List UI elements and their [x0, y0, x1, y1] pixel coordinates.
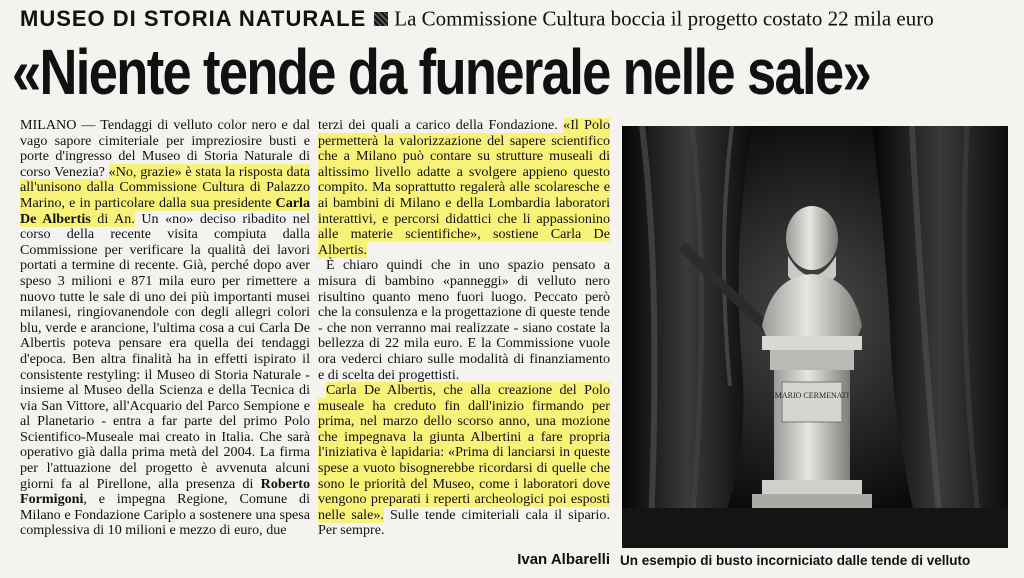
person-name: Roberto Formigoni [20, 475, 310, 508]
highlighted-quote: «Il Polo permetterà la valorizzazione del sapere scientifico che a Milano può contare su strutture museali di altissimo livello adatte a svolgere appieno questo compito. Ma soprattutto regalerà alle scolaresche e ai bambini di Milano e della Lombardia laboratori interattivi, e percorsi didattici che li appassionino alle materie scientifiche», sostiene Carla De Albertis. [318, 118, 610, 258]
text-run: , e impegna Regione, Comune di Milano e Fondazione Cariplo a sostenere una spesa complessiva di 10 milioni e mezzo di euro, due [20, 491, 310, 539]
photo-caption: Un esempio di busto incorniciato dalle tende di velluto [620, 553, 971, 568]
column-2-paragraph-1 [318, 118, 610, 258]
highlighted-quote: Carla De Albertis, che alla creazione del Polo museale ha creduto fin dall'inizio firmando per prima, nel marzo dello scorso anno, una mozione che impegnava la giunta Albertini a fare propria l'iniziativa è lapidaria: «Prima di lanciarsi in queste spese a vuoto bisognerebbe ricordarsi di quelle che sono le priorità del Museo, come i laboratori dove vengono preparati i reperti archeologici poi esposti nelle sale». [318, 382, 610, 523]
highlighted-quote-end: di An. [90, 210, 135, 227]
person-name: Carla De Albertis [20, 194, 310, 227]
column-1-paragraph [20, 118, 310, 539]
section-label: MUSEO DI STORIA NATURALE [20, 6, 367, 31]
kicker [20, 6, 1020, 36]
byline: Ivan Albarelli [517, 551, 610, 568]
article-column-1 [20, 118, 310, 572]
article-column-2 [318, 118, 610, 558]
highlighted-quote: «No, grazie» è stata la risposta data all'unisono dalla Commissione Cultura di Palazzo Marino, e in particolare dalla sua presidente [20, 163, 310, 211]
bust-photo [622, 126, 1008, 548]
text-run: Sulle tende cimiteriali cala il sipario. Per sempre. [318, 506, 610, 539]
separator-square-icon [374, 12, 388, 26]
column-2-paragraph-2: È chiaro quindi che in uno spazio pensato a misura di bambino «panneggi» di velluto nero risultino quanto meno fuori luogo. Peccato però che la consulenza e la progettazione di queste tende - che non verranno mai realizzate - siano costate la bellezza di 22 mila euro. E la Commissione vuole ora vederci chiaro sulle modalità di finanziamento e di scelta dei progettisti. [318, 257, 610, 383]
bust-illustration [622, 126, 1008, 548]
headline: «Niente tende da funerale nelle sale» [12, 36, 871, 108]
text-run: terzi dei quali a carico della Fondazione. [318, 118, 564, 133]
column-2-paragraph-3 [318, 383, 610, 539]
subheadline: La Commissione Cultura boccia il progetto costato 22 mila euro [394, 6, 934, 31]
plaque-text: MARIO CERMENATI [774, 391, 850, 400]
text-run: Un «no» deciso ribadito nel corso della recente visita compiuta dalla Commissione per verificare la qualità dei lavori portati a termine di recente. Già, perché dopo aver speso 3 milioni e 871 mila euro per rimettere a nuovo tutte le sale di uno dei più importanti musei milanesi, ringiovanendole con degli allegri colori blu, verde e arancione, l'ultima cosa a cui Carla De Albertis poteva pensare era quella dei tendaggi d'epoca. Ben altra finalità ha in effetti ispirato il consistente restyling: il Museo di Storia Naturale - insieme al Museo della Scienza e della Tecnica di via San Vittore, all'Acquario del Parco Sempione e al Planetario - entra a far parte del primo Polo Scientifico-Museale mai creato in Italia. Che sarà operativo già dalla prima metà del 2004. La firma per l'attuazione del progetto è avvenuta alcuni giorni fa al Pirellone, alla presenza di [20, 210, 310, 492]
text-run: MILANO — Tendaggi di velluto color nero e dal vago sapore cimiteriale per impreziosire busti e porte d'ingresso del Museo di Storia Naturale di corso Venezia? [20, 118, 310, 180]
